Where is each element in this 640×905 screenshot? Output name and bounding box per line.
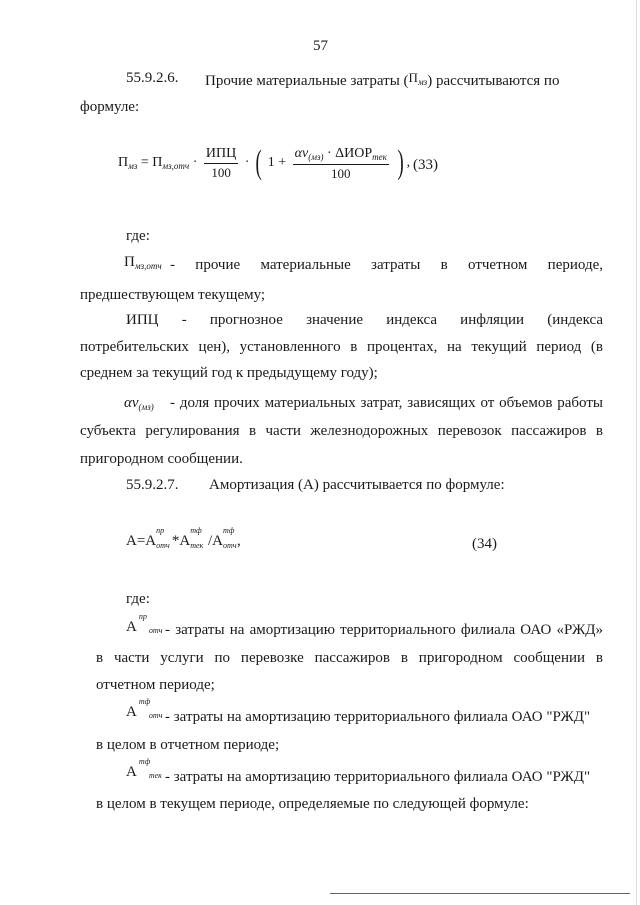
def-apr-line1: - затраты на амортизацию территориального филиала ОАО «РЖД» (165, 622, 603, 638)
formula33-lhs: $П_{мз}$ (118, 154, 138, 171)
section-number-55926: 55.9.2.6. (126, 70, 179, 86)
section-55926-text-before: Прочие материальные затраты ( (205, 73, 409, 89)
formula33-comma: , (406, 155, 411, 170)
def-apr-line2: в части услуги по перевозке пассажиров в пригородном сообщении в (96, 650, 603, 666)
def-atf-tek-symbol: А тф тек (126, 757, 162, 780)
def-apr-symbol: А пр отч (126, 612, 163, 635)
def-ipc-line3: среднем за текущий год к предыдущему году); (80, 365, 378, 381)
page-edge (636, 0, 637, 905)
def-alpha-line1: - доля прочих материальных затрат, зависящих от объемов работы (170, 395, 603, 411)
where-label-1: где: (126, 228, 150, 244)
def-atf-otch-line1: - затраты на амортизацию территориального филиала ОАО "РЖД" (165, 709, 591, 725)
def-pmz-symbol: $П_{мз,отч}$ (124, 254, 162, 271)
formula33-frac1: $\frac{\text{ИПЦ}}{100}$ (205, 146, 237, 180)
section-number-55927: 55.9.2.7. (126, 477, 179, 493)
formula-34: А=А пр отч *А тф тек /А тф отч , (126, 526, 241, 550)
formula33-dot2: · (244, 155, 250, 170)
formula33-open-paren: ( (255, 144, 262, 181)
formula33-dot1: · (192, 155, 198, 170)
formula-33-number: (33) (413, 157, 438, 173)
def-ipc-line2: потребительских цен), установленного в процентах, на текущий период (в (80, 339, 603, 355)
def-alpha-line2: субъекта регулирования в части железнодорожных перевозок пассажиров в (80, 423, 603, 439)
def-ipc-line1: ИПЦ - прогнозное значение индекса инфляции (индекса (126, 312, 603, 328)
section-55926-text-after: ) рассчитываются по (427, 73, 560, 89)
def-pmz-line2: предшествующем текущему; (80, 287, 266, 303)
formula-34-number: (34) (472, 536, 497, 552)
section-55926-text (205, 71, 559, 89)
formula33-close-paren: ) (397, 144, 405, 181)
def-apr-line3: отчетном периоде; (96, 677, 215, 693)
where-label-2: где: (126, 591, 150, 607)
def-alpha-symbol: $\alpha v_{(мз)}$ (124, 395, 154, 412)
section-55927-text: Амортизация (А) рассчитывается по формуле: (209, 477, 505, 493)
formula33-frac2: $\frac{\alpha v_{(мз)} \cdot \Delta ИОР_{тек}}{100}$ (294, 145, 387, 181)
page-number: 57 (313, 38, 328, 54)
def-alpha-line3: пригородном сообщении. (80, 451, 243, 467)
section-55926-line2: формуле: (80, 99, 140, 115)
scan-bottom-line (330, 893, 630, 894)
formula-33 (118, 146, 410, 180)
def-atf-tek-line2: в целом в текущем периоде, определяемые по следующей формуле: (96, 796, 529, 812)
def-pmz-line1: - прочие материальные затраты в отчетном периоде, (170, 257, 603, 273)
formula33-eq: = $П_{мз,отч}$ (140, 154, 190, 171)
formula33-one-plus: 1 + (267, 155, 287, 170)
def-atf-tek-line1: - затраты на амортизацию территориального филиала ОАО "РЖД" (165, 769, 591, 785)
section-55926-symbol: $П_{мз}$ (408, 70, 428, 87)
def-atf-otch-symbol: А тф отч (126, 697, 163, 720)
def-atf-otch-line2: в целом в отчетном периоде; (96, 737, 280, 753)
